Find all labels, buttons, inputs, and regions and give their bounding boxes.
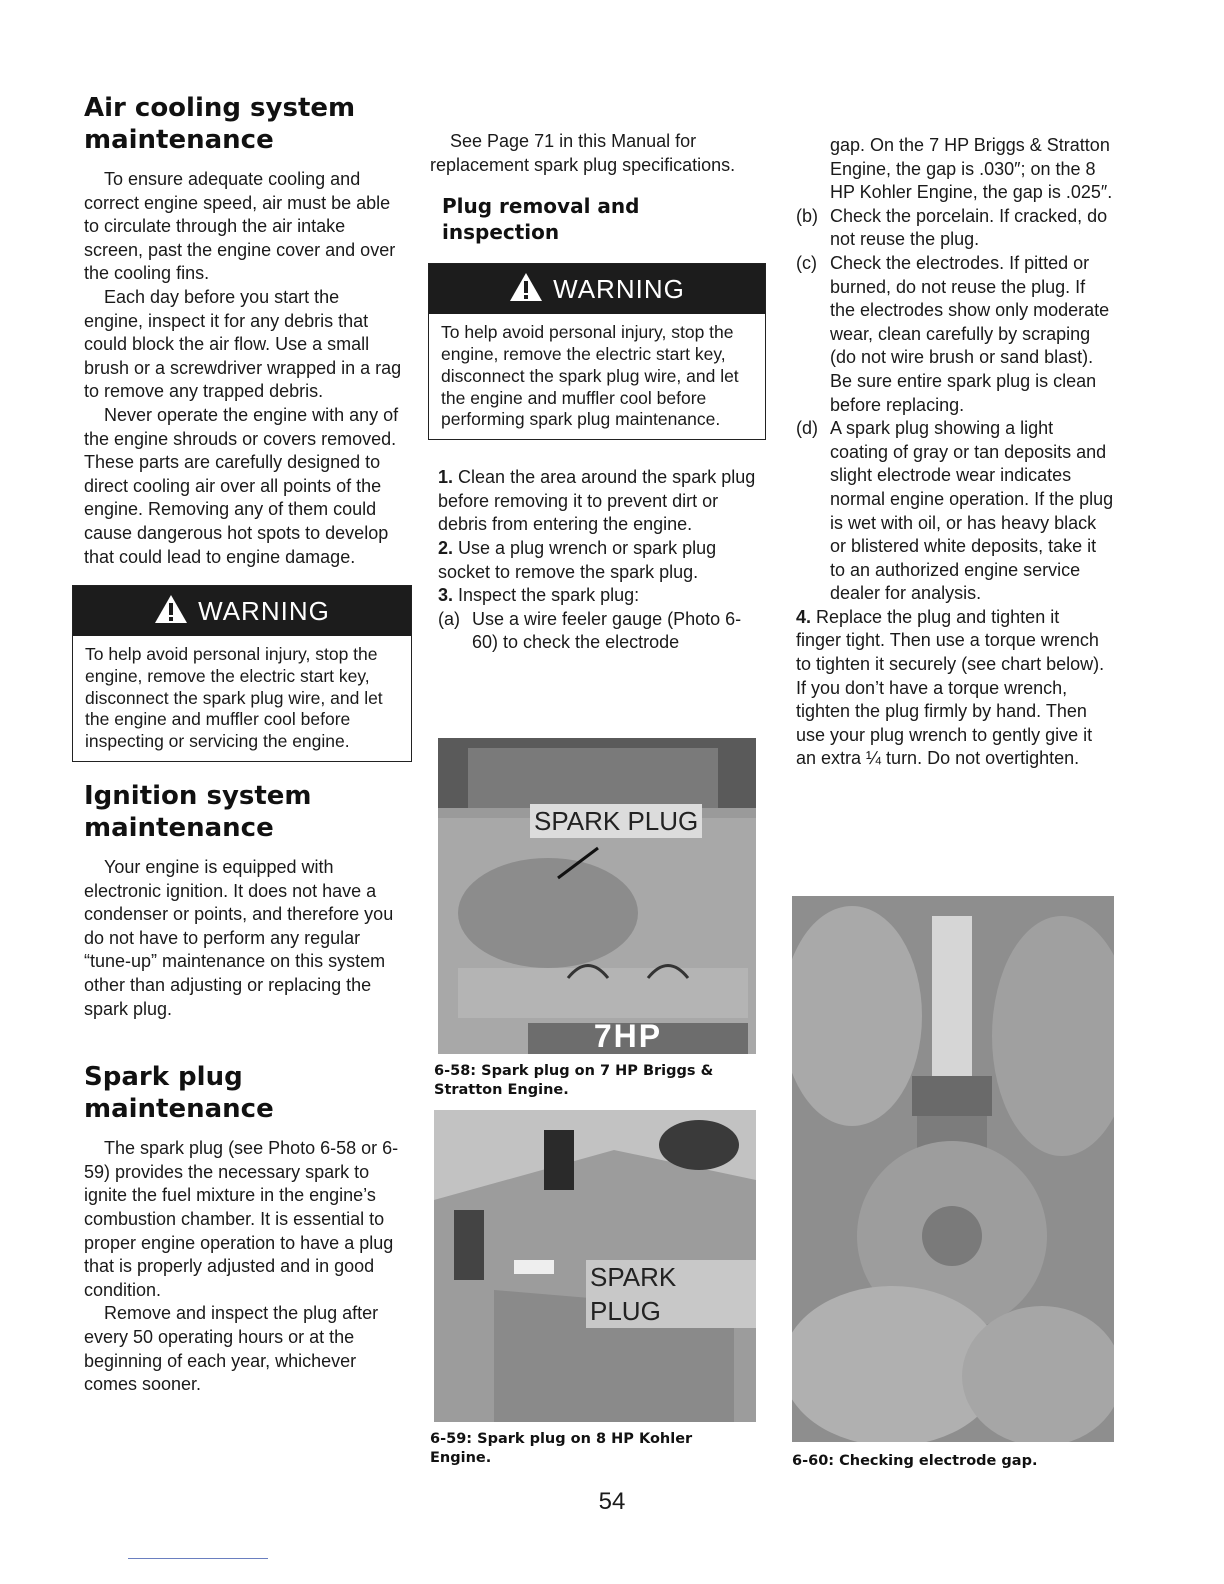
- page-number: 54: [598, 1488, 626, 1515]
- step-number: 3.: [438, 585, 454, 606]
- step-1: [438, 466, 756, 537]
- caption-6-59: 6-59: Spark plug on 8 HP Kohler Engine.: [430, 1431, 693, 1466]
- item-letter: (a): [438, 608, 460, 629]
- footer-rule: [128, 1558, 268, 1559]
- caption-6-58: 6-58: Spark plug on 7 HP Briggs & Stratton Engine.: [434, 1063, 714, 1098]
- step-text: Inspect the spark plug:: [458, 585, 640, 606]
- spark-plug-label: SPARK PLUG: [586, 1260, 756, 1328]
- step-text: Use a plug wrench or spark plug socket to remove the spark plug.: [438, 537, 717, 582]
- air-paragraph-1: To ensure adequate cooling and correct engine speed, air must be able to circulate through the air intake screen, past the engine cover and over the cooling fins.: [84, 169, 396, 284]
- step-3d: [796, 417, 1114, 606]
- item-letter: (d): [796, 418, 818, 439]
- spark-plug-heading: Spark plug maintenance: [84, 1062, 274, 1125]
- step-text: Clean the area around the spark plug before removing it to prevent dirt or debris from entering the engine.: [438, 467, 756, 535]
- spark-plug-label: SPARK PLUG: [530, 804, 702, 838]
- step-number: 4.: [796, 606, 812, 627]
- warning-label: WARNING: [553, 273, 685, 304]
- item-letter: (b): [796, 205, 818, 226]
- warning-text: To help avoid personal injury, stop the engine, remove the electric start key, disconnect the spark plug wire, and let the engine and muffler cool before performing spark plug maintenance.: [441, 322, 739, 430]
- item-text: gap. On the 7 HP Briggs & Stratton Engine, the gap is .030″; on the 8 HP Kohler Engine, the gap is .025″.: [830, 135, 1113, 203]
- caption-6-60: 6-60: Checking electrode gap.: [792, 1453, 1038, 1469]
- photo-6-58: [438, 738, 756, 1054]
- air-cooling-heading: Air cooling system maintenance: [84, 93, 356, 155]
- photo-6-59: [434, 1110, 756, 1422]
- step-2: [438, 537, 756, 584]
- item-text: Check the porcelain. If cracked, do not reuse the plug.: [830, 205, 1108, 250]
- removal-heading: Plug removal and inspection: [442, 194, 640, 245]
- spark-paragraph-2: Remove and inspect the plug after every 50 operating hours or at the beginning of each year, whichever comes sooner.: [84, 1303, 379, 1395]
- warning-box-engine: [72, 585, 412, 762]
- middle-column: [430, 130, 760, 1466]
- warning-text: To help avoid personal injury, stop the engine, remove the electric start key, disconnect the spark plug wire, and let the engine and muffler cool before inspecting or servicing the engine.: [85, 644, 383, 752]
- spark-paragraph-1: The spark plug (see Photo 6-58 or 6-59) provides the necessary spark to ignite the fuel mixture in the engine’s combustion chamber. It is essential to proper engine operation to have a plug that is properly adjusted and in good condition.: [84, 1138, 399, 1300]
- electrode-gap-image: [792, 896, 1114, 1442]
- warning-header: [73, 586, 411, 636]
- item-text: A spark plug showing a light coating of gray or tan deposits and slight electrode wear indicates normal engine operation. If the plug is wet with oil, or has heavy black or blistered white deposits, take it to an authorized engine service dealer for analysis.: [830, 418, 1114, 604]
- ignition-heading: Ignition system maintenance: [84, 781, 312, 844]
- step-number: 2.: [438, 537, 454, 558]
- 7hp-badge: 7HP: [593, 1018, 663, 1054]
- ignition-paragraph: Your engine is equipped with electronic ignition. It does not have a condenser or points, and therefore you do not have to perform any regular “tune-up” maintenance on this system other than adjusting or replacing the spark plug.: [84, 857, 394, 1019]
- air-paragraph-3: Never operate the engine with any of the engine shrouds or covers removed. These parts are carefully designed to direct cooling air over all points of the engine. Removing any of them could cause dangerous hot spots to develop that could lead to engine damage.: [84, 404, 399, 567]
- item-letter: (c): [796, 252, 817, 273]
- step-3a: [438, 608, 756, 655]
- photo-6-60: [792, 896, 1114, 1442]
- right-column: [792, 134, 1114, 1469]
- step-number: 1.: [438, 467, 454, 488]
- removal-steps: [438, 466, 756, 655]
- warning-label: WARNING: [198, 595, 330, 626]
- warning-triangle-icon: [154, 594, 188, 629]
- step-text: Replace the plug and tighten it finger tight. Then use a torque wrench to tighten it securely (see chart below). If you don’t have a torque wrench, tighten the plug firmly by hand. Then use your plug wrench to gently give it an extra ¼ turn. Do not overtighten.: [796, 606, 1105, 769]
- warning-triangle-icon: [509, 272, 543, 307]
- step-3: [438, 584, 756, 608]
- spec-reference: See Page 71 in this Manual for replacement spark plug specifications.: [430, 131, 736, 175]
- item-text: Check the electrodes. If pitted or burned, do not reuse the plug. If the electrodes show only moderate wear, clean carefully by scraping (do not wire brush or sand blast). Be sure entire spark plug is clean before replacing.: [830, 252, 1110, 415]
- step-3c: [796, 252, 1114, 417]
- step-3b: [796, 205, 1114, 252]
- step-4: [796, 606, 1106, 771]
- warning-box-plug: [428, 263, 766, 440]
- left-column: [84, 92, 402, 1397]
- air-paragraph-2: Each day before you start the engine, inspect it for any debris that could block the air flow. Use a small brush or a screwdriver wrapped in a rag to remove any trapped debris.: [84, 286, 402, 402]
- engine-7hp-image: [438, 738, 756, 1054]
- warning-header: [429, 264, 765, 314]
- step-3a-continued: [796, 134, 1114, 205]
- item-text: Use a wire feeler gauge (Photo 6-60) to check the electrode: [472, 608, 742, 653]
